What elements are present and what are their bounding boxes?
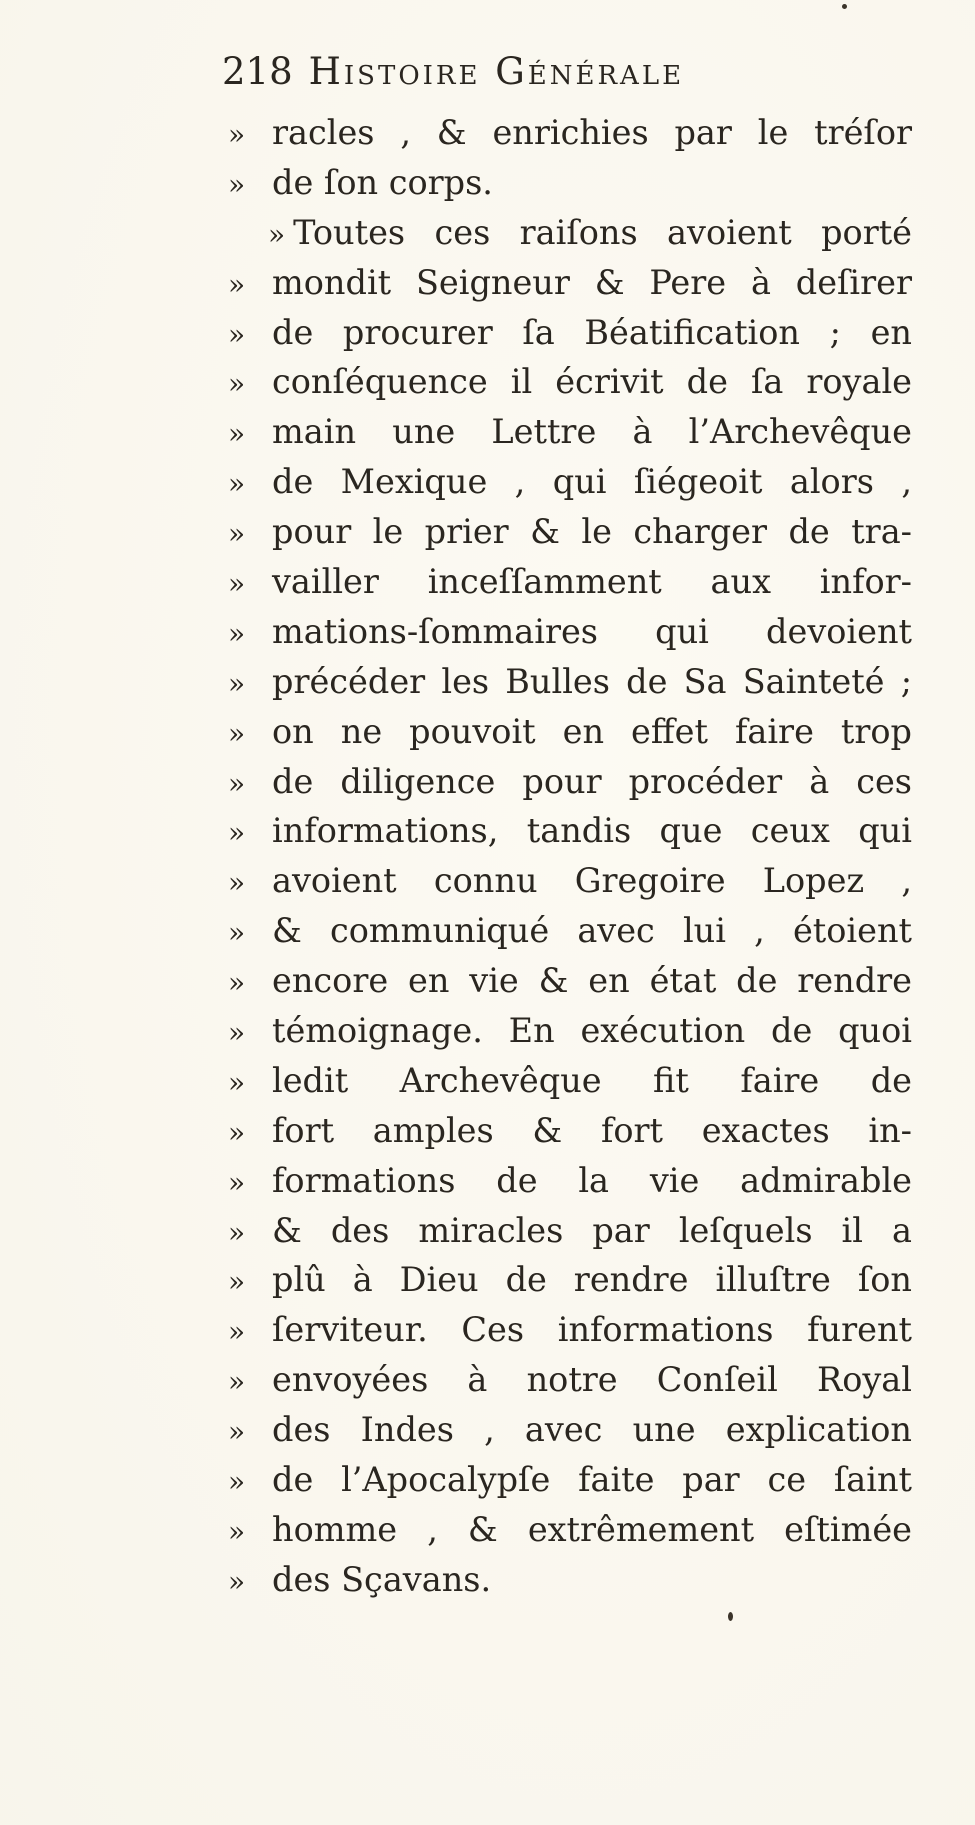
text-line (228, 557, 912, 607)
quote-mark: » (228, 1315, 246, 1349)
text-line (228, 906, 912, 956)
text-line (228, 757, 912, 807)
line-text: de diligence pour procéder à ces (272, 761, 912, 801)
ink-speck (728, 1612, 733, 1621)
quote-mark: » (228, 766, 246, 800)
quote-mark: » (228, 267, 246, 301)
text-line (228, 1156, 912, 1206)
quote-mark: » (228, 1514, 246, 1548)
quote-mark: » (228, 716, 246, 750)
line-text: formations de la vie admirable (272, 1160, 912, 1200)
quote-mark: » (228, 467, 246, 501)
line-text: de Mexique , qui ſiégeoit alors , (272, 462, 912, 502)
text-line (228, 1355, 912, 1405)
quote-mark: » (228, 1165, 246, 1199)
ink-speck (842, 4, 847, 9)
text-line (228, 1555, 912, 1605)
text-line (228, 108, 912, 158)
quote-mark: » (228, 367, 246, 401)
line-text: ledit Archevêque fit faire de (272, 1060, 912, 1100)
quote-mark: » (228, 1365, 246, 1399)
running-title: Histoire Générale (308, 50, 685, 93)
text-line (228, 1206, 912, 1256)
line-text: informations, tandis que ceux qui (272, 811, 912, 851)
quote-mark: » (228, 118, 246, 151)
text-line (228, 158, 912, 208)
body-text (228, 108, 912, 1605)
line-text: encore en vie & en état de rendre (272, 961, 912, 1001)
text-line (228, 707, 912, 757)
running-header (222, 46, 922, 98)
text-line (228, 806, 912, 856)
line-text: vailler inceſſamment aux infor- (272, 562, 912, 602)
text-line (228, 1255, 912, 1305)
text-line (228, 1455, 912, 1505)
line-text: de procurer ſa Béatification ; en (272, 312, 912, 352)
line-text: & communiqué avec lui , étoient (272, 911, 912, 951)
line-text: de ſon corps. (272, 162, 493, 202)
line-text: mondit Seigneur & Pere à deſirer (272, 262, 912, 302)
line-text: plû à Dieu de rendre illuſtre ſon (272, 1260, 912, 1300)
line-text: fort amples & fort exactes in- (272, 1110, 912, 1150)
text-line (228, 407, 912, 457)
quote-mark: » (228, 1016, 246, 1050)
line-text: envoyées à notre Conſeil Royal (272, 1360, 912, 1400)
line-text: des Sçavans. (272, 1559, 492, 1599)
quote-mark: » (228, 167, 246, 201)
line-text: de l’Apocalypſe faite par ce ſaint (272, 1460, 912, 1500)
text-line (228, 258, 912, 308)
quote-mark: » (268, 217, 286, 251)
quote-mark: » (228, 1415, 246, 1449)
text-line (228, 1305, 912, 1355)
line-text: racles , & enrichies par le tréſor (272, 113, 912, 152)
quote-mark: » (228, 317, 246, 351)
quote-mark: » (228, 517, 246, 551)
text-line (228, 1006, 912, 1056)
text-line (228, 308, 912, 358)
line-text: & des miracles par leſquels il a (272, 1210, 912, 1250)
line-text: on ne pouvoit en effet faire trop (272, 711, 912, 751)
line-text: mations-ſommaires qui devoient (272, 611, 912, 651)
quote-mark: » (228, 866, 246, 900)
quote-mark: » (228, 916, 246, 950)
text-line (228, 1505, 912, 1555)
text-line (228, 457, 912, 507)
text-line (228, 1405, 912, 1455)
quote-mark: » (228, 417, 246, 451)
quote-mark: » (228, 966, 246, 1000)
quote-mark: » (228, 1564, 246, 1598)
text-line (228, 1056, 912, 1106)
quote-mark: » (228, 1215, 246, 1249)
quote-mark: » (228, 567, 246, 601)
text-line (228, 657, 912, 707)
quote-mark: » (228, 1465, 246, 1499)
line-text: » Toutes ces raiſons avoient porté (268, 212, 912, 252)
line-text: homme , & extrêmement eſtimée (272, 1509, 912, 1549)
text-line (228, 607, 912, 657)
line-text: ſerviteur. Ces informations furent (272, 1310, 912, 1350)
text-line (228, 507, 912, 557)
text-line (228, 357, 912, 407)
page-number: 218 (222, 50, 293, 93)
line-text: témoignage. En exécution de quoi (272, 1011, 912, 1051)
quote-mark: » (228, 666, 246, 700)
text-line (228, 956, 912, 1006)
text-line (228, 208, 912, 258)
quote-mark: » (228, 616, 246, 650)
quote-mark: » (228, 1065, 246, 1099)
quote-mark: » (228, 1265, 246, 1299)
line-text: main une Lettre à l’Archevêque (272, 412, 912, 452)
line-text: précéder les Bulles de Sa Sainteté ; (272, 661, 912, 701)
quote-mark: » (228, 816, 246, 850)
quote-mark: » (228, 1115, 246, 1149)
line-text: avoient connu Gregoire Lopez , (272, 861, 912, 901)
line-text: conſéquence il écrivit de ſa royale (272, 362, 912, 402)
text-line (228, 1106, 912, 1156)
line-text: des Indes , avec une explication (272, 1410, 912, 1450)
line-text: pour le prier & le charger de tra- (272, 512, 912, 552)
text-line (228, 856, 912, 906)
